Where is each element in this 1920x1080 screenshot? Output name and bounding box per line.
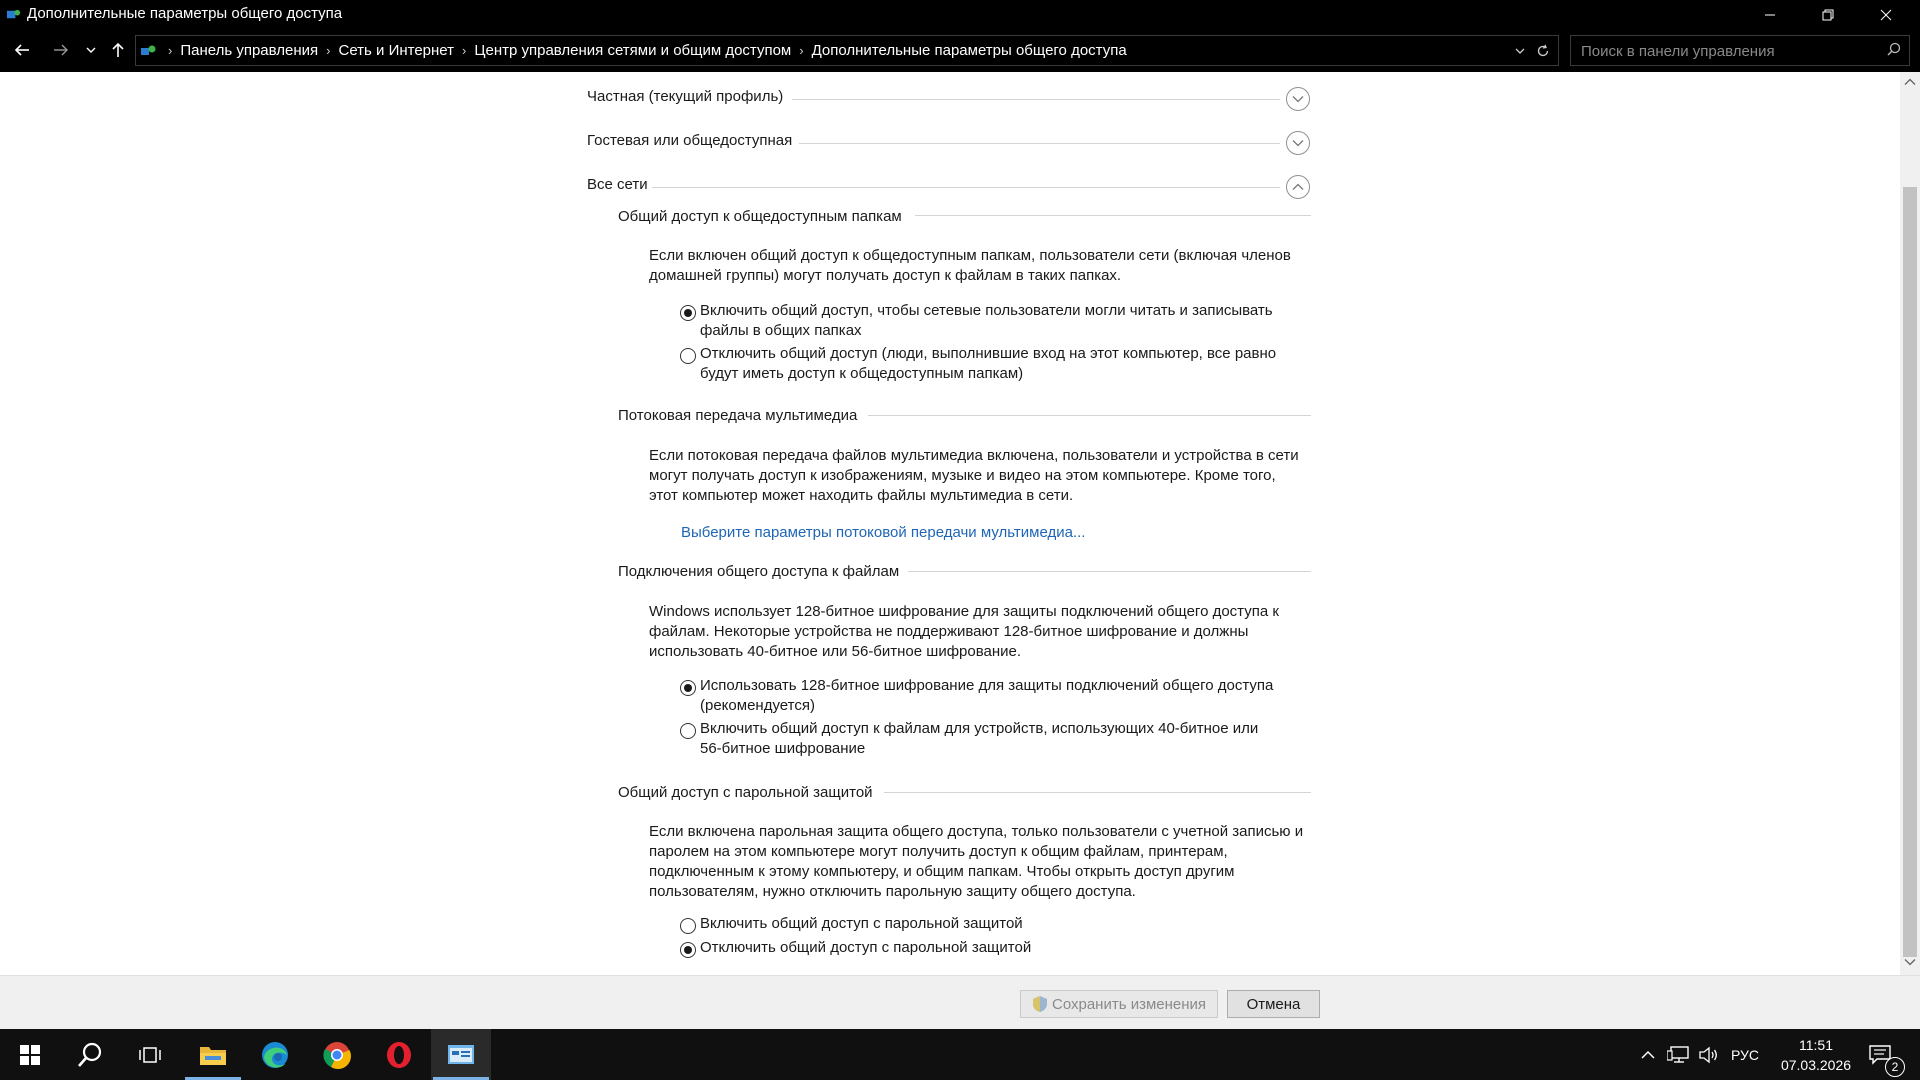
scrollbar-thumb[interactable]	[1903, 187, 1917, 957]
minimize-button[interactable]	[1741, 0, 1799, 29]
option-line: Включить общий доступ, чтобы сетевые пользователи могли читать и записывать	[700, 302, 1273, 319]
title-bar	[0, 0, 1920, 29]
volume-button[interactable]	[1694, 1029, 1722, 1080]
scroll-up-icon[interactable]	[1904, 78, 1916, 86]
show-hidden-icons-button[interactable]	[1636, 1029, 1660, 1080]
divider	[799, 143, 1280, 144]
profile-guest-label[interactable]: Гостевая или общедоступная	[587, 132, 793, 149]
address-bar[interactable]	[135, 35, 1559, 66]
breadcrumb-separator[interactable]: ›	[326, 43, 331, 58]
public-folders-enable-radio[interactable]	[680, 305, 696, 321]
option-line: Отключить общий доступ с парольной защитой	[700, 939, 1032, 956]
forward-button[interactable]	[48, 37, 74, 63]
media-streaming-options-link[interactable]: Выберите параметры потоковой передачи мультимедиа...	[681, 524, 1086, 541]
clock-date: 07.03.2026	[1780, 1057, 1852, 1073]
password-enable-label[interactable]	[700, 914, 1320, 934]
public-folders-disable-radio[interactable]	[680, 348, 696, 364]
navigation-bar	[0, 29, 1920, 72]
expand-guest-button[interactable]	[1286, 131, 1310, 155]
minimize-icon	[1764, 9, 1776, 21]
input-language-indicator[interactable]: РУС	[1730, 1046, 1760, 1063]
taskbar-file-explorer[interactable]	[183, 1029, 243, 1080]
network-status-button[interactable]	[1664, 1029, 1692, 1080]
chevron-down-icon	[1292, 95, 1304, 103]
public-folders-disable-label[interactable]	[700, 344, 1320, 384]
desc-line: пользователям, нужно отключить парольную защиту общего доступа.	[649, 883, 1136, 900]
desc-line: этот компьютер может находить файлы мультимедиа в сети.	[649, 487, 1074, 504]
desc-line: могут получать доступ к изображениям, музыке и видео на этом компьютере. Кроме того,	[649, 467, 1276, 484]
desc-line: паролем на этом компьютере могут получить доступ к общим файлам, принтерам,	[649, 843, 1228, 860]
edge-icon	[260, 1040, 290, 1070]
breadcrumb-advanced-sharing[interactable]: Дополнительные параметры общего доступа	[811, 42, 1127, 59]
save-changes-button[interactable]	[1020, 990, 1218, 1018]
opera-icon	[385, 1040, 413, 1070]
option-line: 56-битное шифрование	[700, 740, 866, 757]
chevron-up-icon	[1292, 183, 1304, 191]
section-password-desc	[649, 822, 1339, 902]
desc-line: подключенным к этому компьютеру, и общим папкам. Чтобы открыть доступ другим	[649, 863, 1235, 880]
search-icon[interactable]	[1887, 42, 1901, 56]
address-history-button[interactable]	[1510, 41, 1530, 61]
encryption-40-56-radio[interactable]	[680, 723, 696, 739]
divider	[868, 415, 1311, 416]
start-button[interactable]	[0, 1029, 60, 1080]
close-button[interactable]	[1857, 0, 1915, 29]
password-enable-radio[interactable]	[680, 918, 696, 934]
scroll-down-icon[interactable]	[1904, 958, 1916, 966]
section-media-desc	[649, 446, 1319, 506]
chevron-up-icon	[1641, 1050, 1655, 1059]
encryption-40-56-label[interactable]	[700, 719, 1320, 759]
search-icon	[77, 1042, 103, 1068]
search-input[interactable]	[1579, 40, 1873, 62]
refresh-button[interactable]	[1533, 41, 1553, 61]
option-line: (рекомендуется)	[700, 697, 815, 714]
taskbar-chrome[interactable]	[307, 1029, 367, 1080]
task-view-button[interactable]	[120, 1029, 180, 1080]
uac-shield-icon	[1032, 995, 1048, 1013]
notification-count-badge: 2	[1885, 1057, 1905, 1077]
chevron-down-icon	[1515, 47, 1525, 55]
save-changes-label: Сохранить изменения	[1051, 995, 1207, 1013]
encryption-128-label[interactable]	[700, 676, 1320, 716]
divider	[792, 99, 1280, 100]
up-arrow-icon	[111, 42, 125, 58]
section-password-title: Общий доступ с парольной защитой	[618, 784, 873, 801]
refresh-icon	[1536, 44, 1550, 58]
recent-locations-button[interactable]	[80, 37, 102, 63]
restore-button[interactable]	[1799, 0, 1857, 29]
divider	[652, 187, 1280, 188]
taskbar-opera[interactable]	[369, 1029, 429, 1080]
control-panel-icon	[447, 1043, 475, 1067]
taskbar-edge[interactable]	[245, 1029, 305, 1080]
breadcrumb-separator[interactable]: ›	[462, 43, 467, 58]
settings-content	[0, 72, 1900, 975]
window-title: Дополнительные параметры общего доступа	[27, 5, 343, 22]
option-line: Отключить общий доступ (люди, выполнившие вход на этот компьютер, все равно	[700, 345, 1277, 362]
collapse-all-networks-button[interactable]	[1286, 175, 1310, 199]
option-line: Использовать 128-битное шифрование для защиты подключений общего доступа	[700, 677, 1274, 694]
taskbar-search-button[interactable]	[60, 1029, 120, 1080]
desc-line: Если включена парольная защита общего доступа, только пользователи с учетной записью и	[649, 823, 1304, 840]
speaker-icon	[1698, 1046, 1718, 1064]
breadcrumb-network-center[interactable]: Центр управления сетями и общим доступом	[474, 42, 792, 59]
section-file-sharing-desc	[649, 602, 1319, 662]
profile-private-label[interactable]: Частная (текущий профиль)	[587, 88, 784, 105]
desc-line: использовать 40-битное или 56-битное шифрование.	[649, 643, 1022, 660]
chrome-icon	[322, 1040, 352, 1070]
option-line: Включить общий доступ с парольной защитой	[700, 915, 1023, 932]
network-icon	[6, 7, 21, 22]
taskbar	[0, 1029, 1920, 1080]
public-folders-enable-label[interactable]	[700, 301, 1320, 341]
option-line: Включить общий доступ к файлам для устройств, использующих 40-битное или	[700, 720, 1259, 737]
divider	[884, 792, 1311, 793]
option-line: файлы в общих папках	[700, 322, 862, 339]
close-icon	[1880, 9, 1892, 21]
divider	[915, 215, 1311, 216]
breadcrumb-network-internet[interactable]: Сеть и Интернет	[338, 42, 455, 59]
breadcrumb-control-panel[interactable]: Панель управления	[180, 42, 319, 59]
start-icon	[20, 1045, 40, 1065]
breadcrumb-separator: ›	[168, 43, 173, 58]
forward-arrow-icon	[53, 43, 69, 57]
chevron-down-icon	[86, 46, 96, 54]
encryption-128-radio[interactable]	[680, 680, 696, 696]
section-media-title: Потоковая передача мультимедиа	[618, 407, 858, 424]
restore-icon	[1822, 9, 1834, 21]
clock[interactable]	[1766, 1035, 1866, 1075]
profile-all-networks-label[interactable]: Все сети	[587, 176, 648, 193]
section-public-folders-title: Общий доступ к общедоступным папкам	[618, 208, 902, 225]
back-arrow-icon	[14, 43, 30, 57]
taskbar-control-panel[interactable]	[431, 1029, 491, 1080]
clock-time: 11:51	[1799, 1037, 1833, 1053]
desc-line: Если включен общий доступ к общедоступным папкам, пользователи сети (включая членов	[649, 247, 1291, 264]
section-file-sharing-title: Подключения общего доступа к файлам	[618, 563, 900, 580]
up-button[interactable]	[105, 37, 131, 63]
desc-line: файлам. Некоторые устройства не поддерживают 128-битное шифрование и должны	[649, 623, 1249, 640]
cancel-label: Отмена	[1246, 995, 1301, 1013]
file-explorer-icon	[199, 1043, 227, 1067]
vertical-scrollbar[interactable]	[1900, 72, 1920, 975]
divider	[908, 571, 1311, 572]
task-view-icon	[139, 1045, 161, 1065]
dialog-footer	[0, 975, 1920, 1030]
desc-line: домашней группы) могут получать доступ к файлам в таких папках.	[649, 267, 1122, 284]
option-line: будут иметь доступ к общедоступным папкам)	[700, 365, 1024, 382]
search-box[interactable]	[1570, 35, 1910, 66]
expand-private-button[interactable]	[1286, 87, 1310, 111]
section-public-folders-desc	[649, 246, 1319, 286]
desc-line: Windows использует 128-битное шифрование для защиты подключений общего доступа к	[649, 603, 1279, 620]
network-location-icon	[140, 43, 158, 59]
desc-line: Если потоковая передача файлов мультимедиа включена, пользователи и устройства в сети	[649, 447, 1299, 464]
network-wired-icon	[1667, 1046, 1689, 1064]
cancel-button[interactable]	[1227, 990, 1320, 1018]
chevron-down-icon	[1292, 139, 1304, 147]
back-button[interactable]	[9, 37, 35, 63]
password-disable-label[interactable]	[700, 938, 1320, 958]
breadcrumb-separator[interactable]: ›	[799, 43, 804, 58]
password-disable-radio[interactable]	[680, 942, 696, 958]
